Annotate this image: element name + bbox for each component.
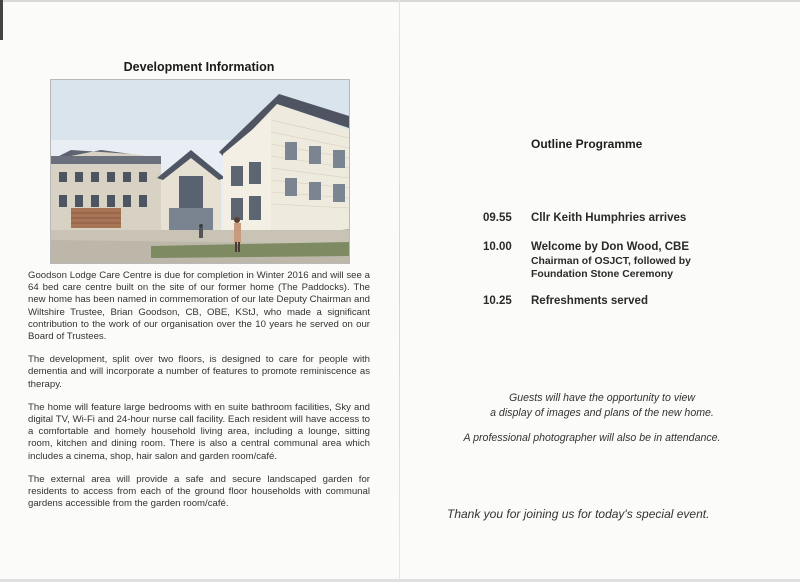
development-body [28,270,370,521]
page-edge-top [0,0,800,2]
schedule-event: Welcome by Don Wood, CBE [531,241,690,253]
programme-title: Outline Programme [531,137,643,151]
paragraph-completion: Goodson Lodge Care Centre is due for completion in Winter 2016 and will see a 64 bed care centre built on the site of our former home (The Paddocks). The new home has been named in commemoration of our late Deputy Chairman and Wiltshire Trustee, Brian Goodson, CB, OBE, KStJ, who made a significant contribution to the work of our organisation over the 10 years he served on our Board of Trustees. [28,270,370,343]
building-illustration [50,79,350,264]
schedule-subtext: Foundation Stone Ceremony [531,269,674,280]
thank-you-note: Thank you for joining us for today's special event. [447,507,710,521]
schedule-subtext: Chairman of OSJCT, followed by [531,256,691,267]
schedule-time: 10.25 [483,295,512,307]
guest-note-line2: a display of images and plans of the new home. [490,407,714,419]
page-fold [399,0,400,582]
development-title: Development Information [123,60,275,74]
paragraph-features: The home will feature large bedrooms with en suite bathroom facilities, Sky and digital TV, Wi-Fi and 24-hour nurse call facility. Each resident will have access to a comfortable and homely household living area, including a lounge, sitting room, kitchen and dining room. There is also a central communal area which includes a cinema, shop, hair salon and garden room/café. [28,401,370,462]
page-edge-left [0,0,3,40]
schedule-time: 10.00 [483,241,512,253]
schedule-event: Cllr Keith Humphries arrives [531,212,687,224]
schedule-time: 09.55 [483,212,512,224]
paragraph-external: The external area will provide a safe and secure landscaped garden for residents to access from each of the ground floor households with communal gardens accessible from the garden room/café. [28,473,370,510]
building-illustration-svg [51,80,349,263]
paragraph-design: The development, split over two floors, is designed to care for people with dementia and will incorporate a number of features to promote reminiscence as therapy. [28,354,370,390]
guest-note-line1: Guests will have the opportunity to view [508,392,696,404]
photographer-note: A professional photographer will also be in attendance. [463,432,721,444]
schedule-event: Refreshments served [531,295,648,307]
